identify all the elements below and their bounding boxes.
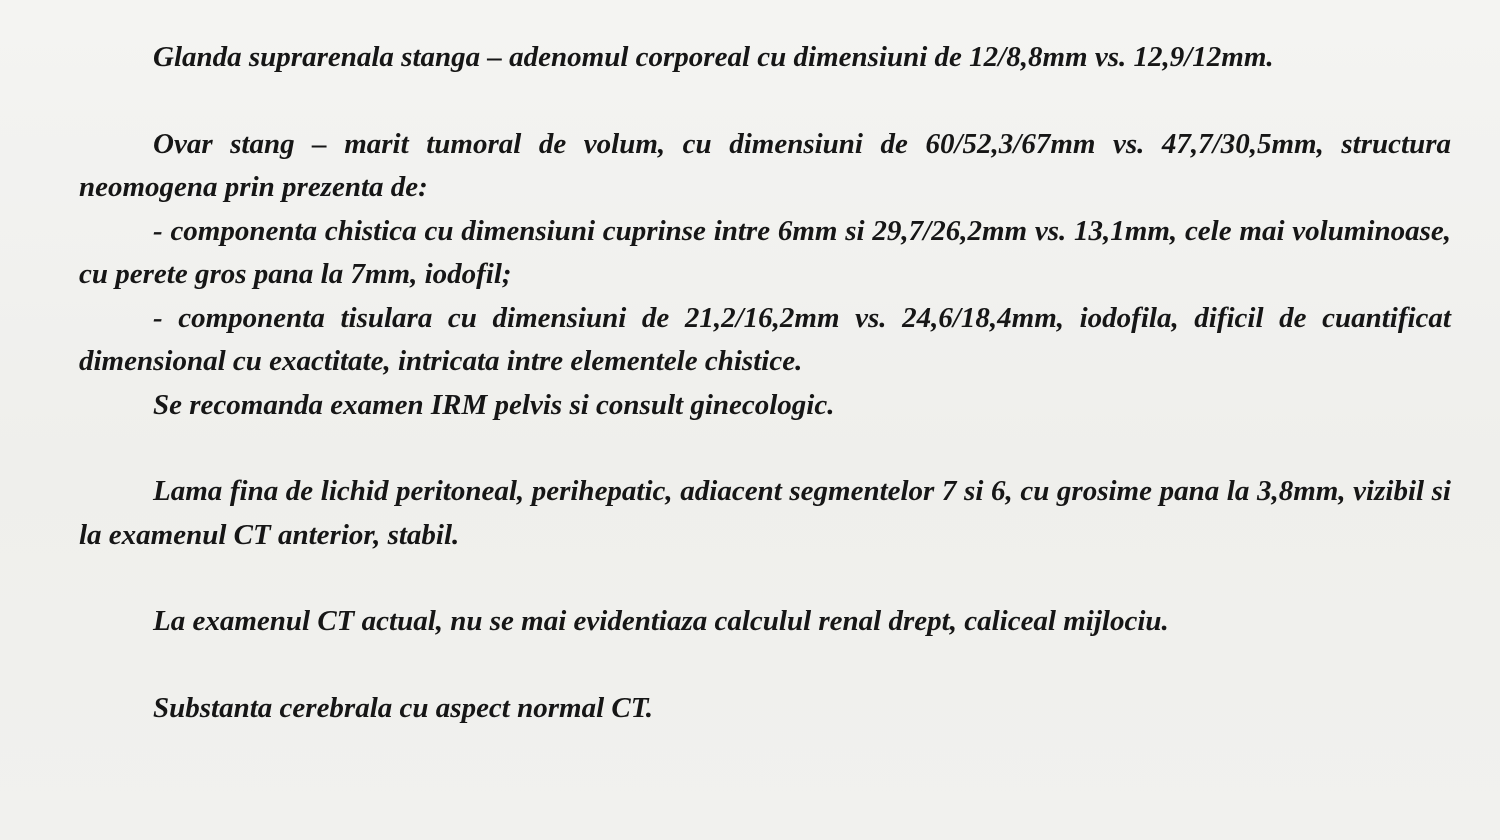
paragraph-spacer <box>79 644 1451 687</box>
paragraph-recommendation: Se recomanda examen IRM pelvis si consult ginecologic. <box>153 388 835 421</box>
paragraph-tissue-component: - componenta tisulara cu dimensiuni de 21,2/16,2mm vs. 24,6/18,4mm, iodofila, dificil de cuantificat dimensional cu exactitate, intricata intre elementele chistice. <box>79 301 1451 377</box>
paragraph-adrenal-gland: Glanda suprarenala stanga – adenomul corporeal cu dimensiuni de 12/8,8mm vs. 12,9/12mm. <box>153 41 1274 73</box>
paragraph-left-ovary: Ovar stang – marit tumoral de volum, cu dimensiuni de 60/52,3/67mm vs. 47,7/30,5mm, structura neomogena prin prezenta de: <box>79 127 1451 203</box>
paragraph-spacer <box>79 557 1451 600</box>
paragraph-spacer <box>79 427 1451 470</box>
paragraph-brain: Substanta cerebrala cu aspect normal CT. <box>153 691 654 724</box>
report-body <box>79 36 1451 730</box>
paragraph-renal-calculus: La examenul CT actual, nu se mai evidentiaza calculul renal drept, caliceal mijlociu. <box>153 605 1169 637</box>
paragraph-cystic-component: - componenta chistica cu dimensiuni cuprinse intre 6mm si 29,7/26,2mm vs. 13,1mm, cele mai voluminoase, cu perete gros pana la 7mm, iodofil; <box>79 214 1451 290</box>
paragraph-peritoneal-fluid: Lama fina de lichid peritoneal, perihepatic, adiacent segmentelor 7 si 6, cu grosime pana la 3,8mm, vizibil si la examenul CT anterior, stabil. <box>79 475 1451 551</box>
paragraph-spacer <box>79 80 1451 123</box>
